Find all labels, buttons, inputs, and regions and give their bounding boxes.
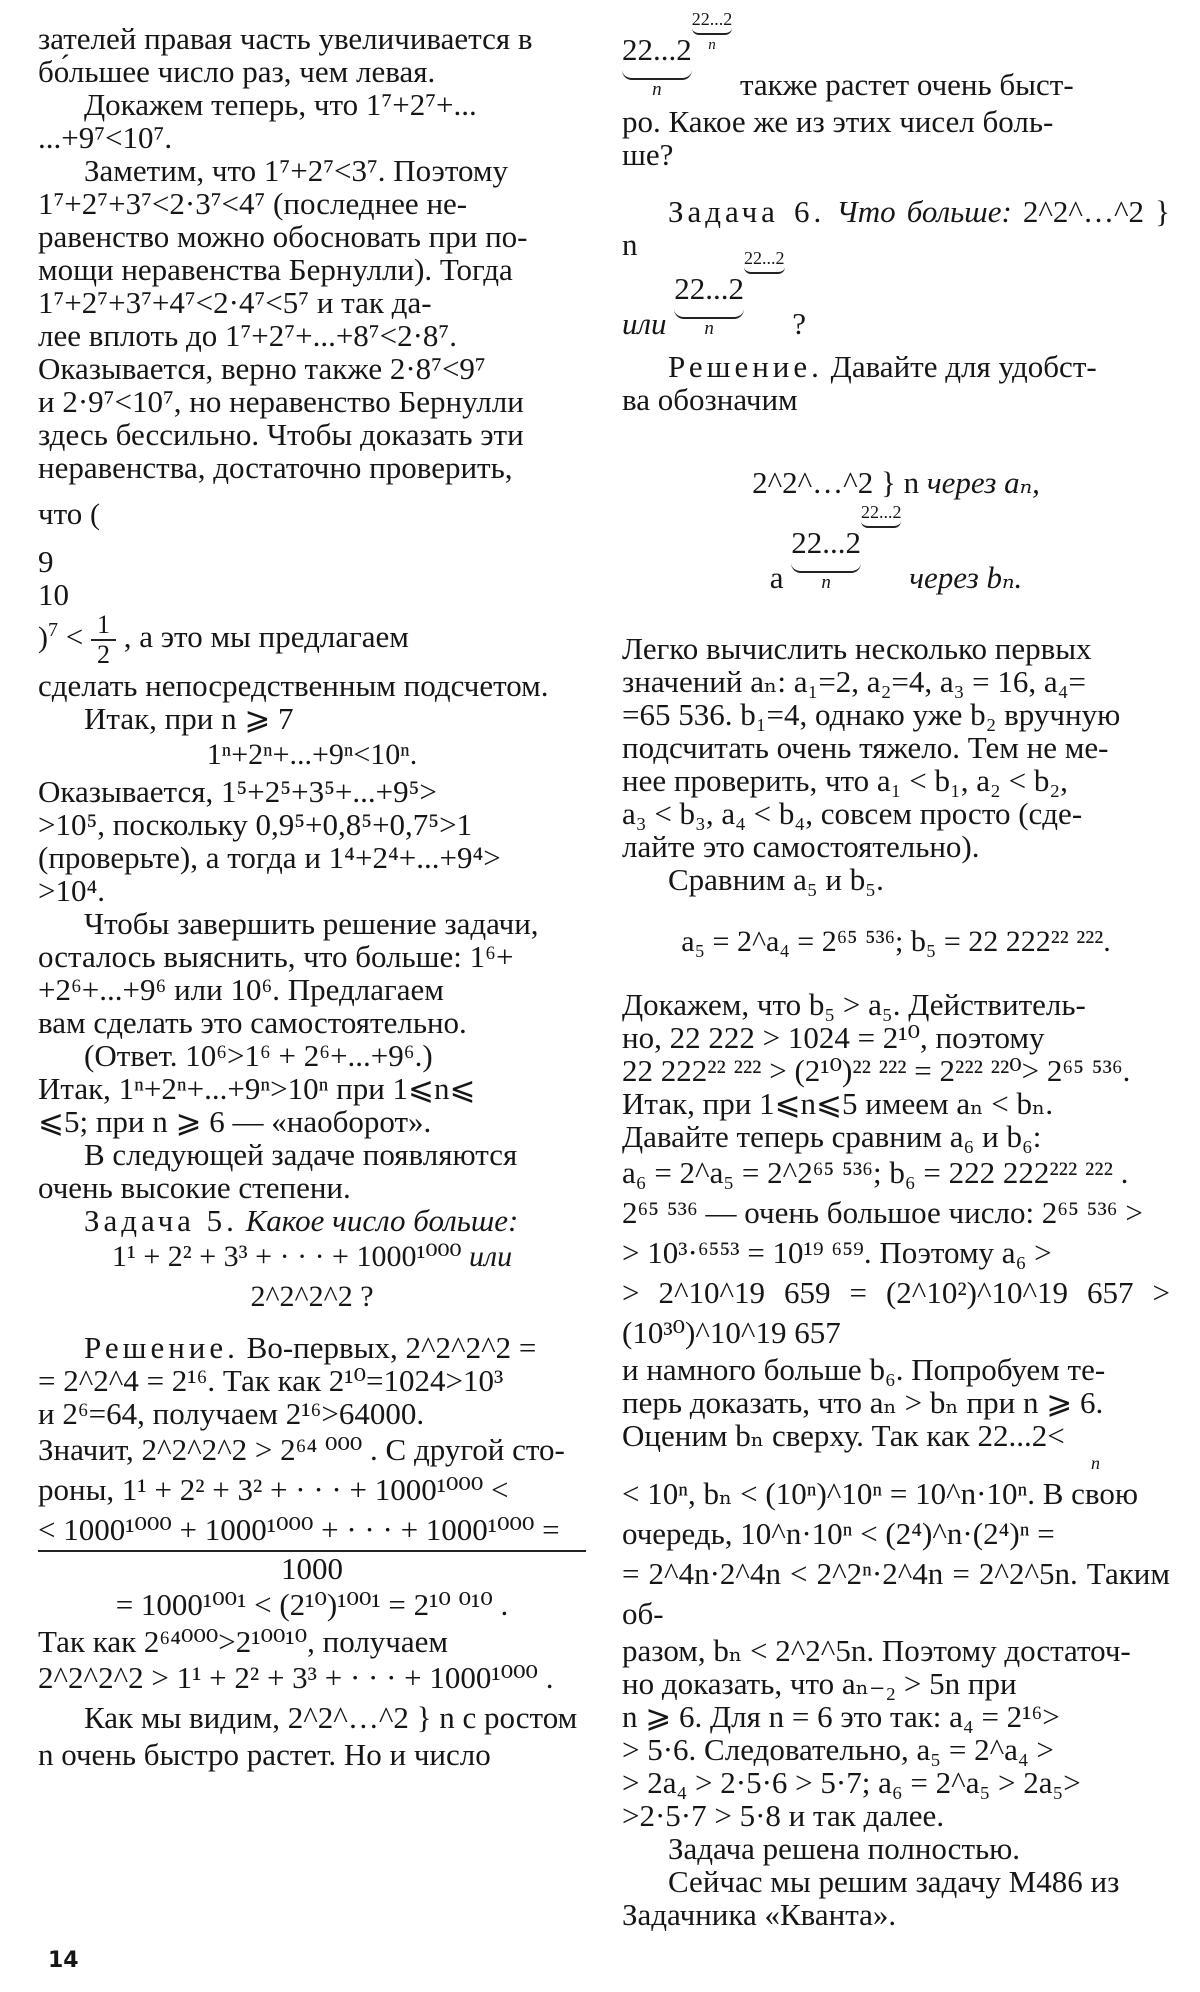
- underbrace-exponent: [744, 249, 785, 274]
- text-fragment: , а это мы предлагаем: [123, 619, 409, 655]
- text-line: = 2^4n·2^4n < 2^2ⁿ·2^4n = 2^2^5n. Таким об-: [622, 1556, 1170, 1631]
- text-line: ше?: [622, 137, 674, 172]
- text-line: Оценим bₙ сверху. Так как 22...2<: [622, 1418, 1065, 1453]
- text-line: >2·5·7 > 5·8 и так далее.: [622, 1798, 945, 1833]
- text-line: бо́льшее число раз, чем левая.: [38, 54, 436, 89]
- formula: 1ⁿ+2ⁿ+...+9ⁿ<10ⁿ.: [206, 738, 418, 771]
- left-column: [38, 22, 586, 1771]
- text-line: 22 222²² ²²² > (2¹⁰)²² ²²² = 2²²² ²²⁰> 2⁶⁵ ⁵³⁶.: [622, 1053, 1131, 1088]
- underbrace-exponent: [861, 503, 902, 528]
- brace-label: n: [708, 37, 716, 53]
- formula: a₅ = 2^a₄ = 2⁶⁵ ⁵³⁶; b₅ = 22 222²² ²²².: [681, 925, 1111, 958]
- text-line: нее проверить, что a₁ < b₁, a₂ < b₂,: [622, 763, 1068, 798]
- task-or: или: [622, 306, 667, 341]
- text-line: равенство можно обосновать при по-: [38, 219, 528, 254]
- question-mark: ?: [792, 306, 807, 341]
- text-line: Чтобы завершить решение задачи,: [84, 906, 539, 941]
- underbrace: [744, 267, 785, 274]
- text-line: 2⁶⁵ ⁵³⁶ — очень большое число: 2⁶⁵ ⁵³⁶ >: [622, 1195, 1143, 1230]
- text-line: ...+9⁷<10⁷.: [38, 120, 173, 155]
- text-line: но, 22 222 > 1024 = 2¹⁰, поэтому: [622, 1020, 1045, 1055]
- text-line: ро. Какое же из этих чисел боль-: [622, 104, 1054, 139]
- relation: <: [65, 619, 84, 655]
- underbrace: [692, 28, 733, 35]
- text-line: n ⩾ 6. Для n = 6 это так: a₄ = 2¹⁶>: [622, 1699, 1060, 1734]
- text-line: В следующей задаче появляются: [84, 1137, 518, 1172]
- definition-prefix: а: [769, 560, 784, 595]
- base-digits: 22...2: [674, 271, 745, 306]
- text-line: зателей правая часть увеличивается в: [38, 21, 533, 56]
- text-line: Значит, 2^2^2^2 > 2⁶⁴ ⁰⁰⁰ . С другой сто-: [38, 1432, 565, 1467]
- text-line: перь доказать, что aₙ > bₙ при n ⩾ 6.: [622, 1385, 1104, 1420]
- formula: = 1000¹⁰⁰¹ < (2¹⁰)¹⁰⁰¹ = 2¹⁰ ⁰¹⁰ .: [115, 1587, 509, 1622]
- text-line: но доказать, что aₙ₋₂ > 5n при: [622, 1666, 1017, 1701]
- text-line: значений aₙ: a₁=2, a₂=4, a₃ = 16, a₄=: [622, 664, 1086, 699]
- text-line: очень высокие степени.: [38, 1170, 351, 1205]
- text-fragment: Во-первых, 2^2^2^2 =: [246, 1330, 537, 1365]
- text-line: Докажем, что b₅ > a₅. Действитель-: [622, 987, 1086, 1022]
- numerator: 1: [91, 611, 116, 641]
- exponent-digits: 22...2: [744, 248, 785, 268]
- text-line: осталось выяснить, что больше: 1⁶+: [38, 939, 514, 974]
- formula-text: 1¹ + 2² + 3³ + · · · + 1000¹⁰⁰⁰: [111, 1240, 462, 1273]
- text-line: лее вплоть до 1⁷+2⁷+...+8⁷<2·8⁷.: [38, 318, 457, 353]
- text-line: Так как 2⁶⁴⁰⁰⁰>2¹⁰⁰¹⁰, получаем: [38, 1624, 449, 1659]
- task-line: [622, 248, 1170, 344]
- formula-or: или: [469, 1240, 513, 1273]
- definition-text: через bₙ.: [909, 560, 1023, 595]
- numerator: 9: [38, 544, 54, 579]
- task-question: Что больше:: [836, 194, 1012, 229]
- denominator: 10: [38, 577, 69, 612]
- task-label: Задача 5.: [84, 1203, 238, 1238]
- tower-line: [622, 9, 1170, 105]
- brace-label: n: [821, 572, 831, 593]
- text-line: > 2a₄ > 2·5·6 > 5·7; a₆ = 2^a₅ > 2a₅>: [622, 1765, 1081, 1800]
- brace-label: n: [652, 79, 662, 100]
- text-line: Итак, при 1⩽n⩽5 имеем aₙ < bₙ.: [622, 1086, 1054, 1121]
- right-column: [622, 9, 1171, 1932]
- text-line: и 2⁶=64, получаем 2¹⁶>64000.: [38, 1396, 425, 1431]
- text-line: Задача решена полностью.: [668, 1831, 1021, 1866]
- denominator: 2: [96, 640, 110, 669]
- paren: ): [38, 621, 48, 655]
- brace-label: n: [1091, 1453, 1100, 1473]
- base-digits: 22...2: [622, 32, 692, 67]
- text-line: разом, bₙ < 2^2^5n. Поэтому достаточ-: [622, 1633, 1131, 1668]
- solution-line: [38, 1331, 586, 1364]
- text-fragment: Давайте для удобст-: [830, 349, 1097, 384]
- task-label: Задача 6.: [668, 194, 826, 229]
- page-number: 14: [48, 1948, 79, 1973]
- text-line: неравенства, достаточно проверить,: [38, 450, 513, 485]
- text-line: Заметим, что 1⁷+2⁷<3⁷. Поэтому: [84, 153, 509, 188]
- text-line: сделать непосредственным подсчетом.: [38, 668, 549, 703]
- text-line: (проверьте), а тогда и 1⁴+2⁴+...+9⁴>: [38, 840, 501, 875]
- text-line: Сейчас мы решим задачу М486 из: [668, 1864, 1120, 1899]
- task-heading: [622, 195, 1170, 261]
- underbrace-number: [674, 269, 744, 339]
- text-line: Оказывается, верно также 2·8⁷<9⁷: [38, 351, 486, 386]
- text-line: > 5·6. Следовательно, a₅ = 2^a₄ >: [622, 1732, 1054, 1767]
- paren: (: [89, 498, 100, 531]
- text-line: Докажем теперь, что 1⁷+2⁷+...: [84, 87, 477, 122]
- definition-text: через aₙ,: [926, 465, 1040, 500]
- text-fragment: также растет очень быст-: [740, 67, 1074, 102]
- text-line: 1⁷+2⁷+3⁷<2·3⁷<4⁷ (последнее не-: [38, 186, 468, 221]
- text-line: и 2·9⁷<10⁷, но неравенство Бернулли: [38, 384, 524, 419]
- text-line: подсчитать очень тяжело. Тем не ме-: [622, 730, 1109, 765]
- text-fragment: что: [38, 496, 83, 531]
- definition-b: [622, 502, 1170, 598]
- exponent-digits: 22...2: [860, 502, 902, 522]
- text-line: > 10³·⁶⁵⁵³ = 10¹⁹ ⁶⁵⁹. Поэтому a₆ >: [622, 1235, 1052, 1270]
- exponent: 7: [48, 618, 58, 641]
- formula: a₆ = 2^a₅ = 2^2⁶⁵ ⁵³⁶; b₆ = 222 222²²² ²²² .: [622, 1155, 1129, 1190]
- text-line: ва обозначим: [622, 382, 798, 417]
- formula: 2^2^2^2 ?: [250, 1280, 374, 1313]
- text-line: =65 536. b₁=4, однако уже b₂ вручную: [622, 697, 1121, 732]
- text-line: Сравним a₅ и b₅.: [668, 862, 884, 897]
- text-line: мощи неравенства Бернулли). Тогда: [38, 252, 513, 287]
- text-line: +2⁶+...+9⁶ или 10⁶. Предлагаем: [38, 972, 444, 1007]
- solution-label: Решение.: [84, 1330, 239, 1365]
- underbrace-exponent: [692, 10, 733, 55]
- formula: 2^2^2^2 > 1¹ + 2² + 3³ + · · · + 1000¹⁰⁰⁰ .: [38, 1660, 554, 1695]
- text-line: очередь, 10^n·10ⁿ < (2⁴)^n·(2⁴)ⁿ =: [622, 1516, 1055, 1551]
- power-tower: 2^2^…^2 } n: [622, 194, 1171, 262]
- formula-denominator: 1000: [281, 1551, 343, 1586]
- underbrace-number: [791, 523, 861, 593]
- fraction-line: [38, 484, 586, 545]
- fraction: [91, 611, 116, 669]
- text-line: a₃ < b₃, a₄ < b₄, совсем просто (сде-: [622, 796, 1083, 831]
- task-question: Какое число больше:: [245, 1203, 519, 1238]
- definition-a: [622, 466, 1170, 499]
- text-line: = 2^2^4 = 2¹⁶. Так как 2¹⁰=1024>10³: [38, 1363, 504, 1398]
- text-line: Итак, 1ⁿ+2ⁿ+...+9ⁿ>10ⁿ при 1⩽n⩽: [38, 1071, 476, 1106]
- text-line: < 10ⁿ, bₙ < (10ⁿ)^10ⁿ = 10^n·10ⁿ. В свою: [622, 1476, 1138, 1511]
- text-line: и намного больше b₆. Попробуем те-: [622, 1352, 1106, 1387]
- text-line: Легко вычислить несколько первых: [622, 631, 1092, 666]
- text-line: вам сделать это самостоятельно.: [38, 1005, 467, 1040]
- text-line: лайте это самостоятельно).: [622, 829, 980, 864]
- formula: > 2^10^19 659 = (2^10²)^10^19 657 > (10³⁰)^10^19 657: [622, 1275, 1170, 1350]
- underbrace: [861, 521, 902, 528]
- underbrace-number: [622, 30, 692, 100]
- text-line: (Ответ. 10⁶>1⁶ + 2⁶+...+9⁶.): [84, 1038, 433, 1073]
- text-line: Давайте теперь сравним a₆ и b₆:: [622, 1119, 1042, 1154]
- formula-numerator: < 1000¹⁰⁰⁰ + 1000¹⁰⁰⁰ + · · · + 1000¹⁰⁰⁰ =: [38, 1510, 586, 1552]
- text-line: Задачника «Кванта».: [622, 1897, 897, 1932]
- text-line: здесь бессильно. Чтобы доказать эти: [38, 417, 524, 452]
- text-line: >10⁵, поскольку 0,9⁵+0,8⁵+0,7⁵>1: [38, 807, 473, 842]
- text-line: n очень быстро растет. Но и число: [38, 1737, 491, 1772]
- power-tower: 2^2^…^2 } n: [752, 465, 920, 500]
- text-line: Оказывается, 1⁵+2⁵+3⁵+...+9⁵>: [38, 774, 437, 809]
- formula: [38, 1237, 586, 1277]
- text-line: ⩽5; при n ⩾ 6 — «наоборот».: [38, 1104, 432, 1139]
- brace-label: n: [704, 318, 714, 339]
- base-digits: 22...2: [791, 525, 861, 560]
- text-line: Итак, при n ⩾ 7: [84, 701, 294, 736]
- solution-line: [622, 350, 1170, 383]
- text-line: Как мы видим, 2^2^…^2 } n с ростом: [84, 1700, 578, 1735]
- task-heading: [38, 1204, 586, 1237]
- text-line: >10⁴.: [38, 873, 106, 908]
- solution-label: Решение.: [668, 349, 823, 384]
- exponent-digits: 22...2: [691, 9, 733, 29]
- text-line: роны, 1¹ + 2² + 3² + · · · + 1000¹⁰⁰⁰ <: [38, 1472, 509, 1507]
- text-line: 1⁷+2⁷+3⁷+4⁷<2·4⁷<5⁷ и так да-: [38, 285, 432, 320]
